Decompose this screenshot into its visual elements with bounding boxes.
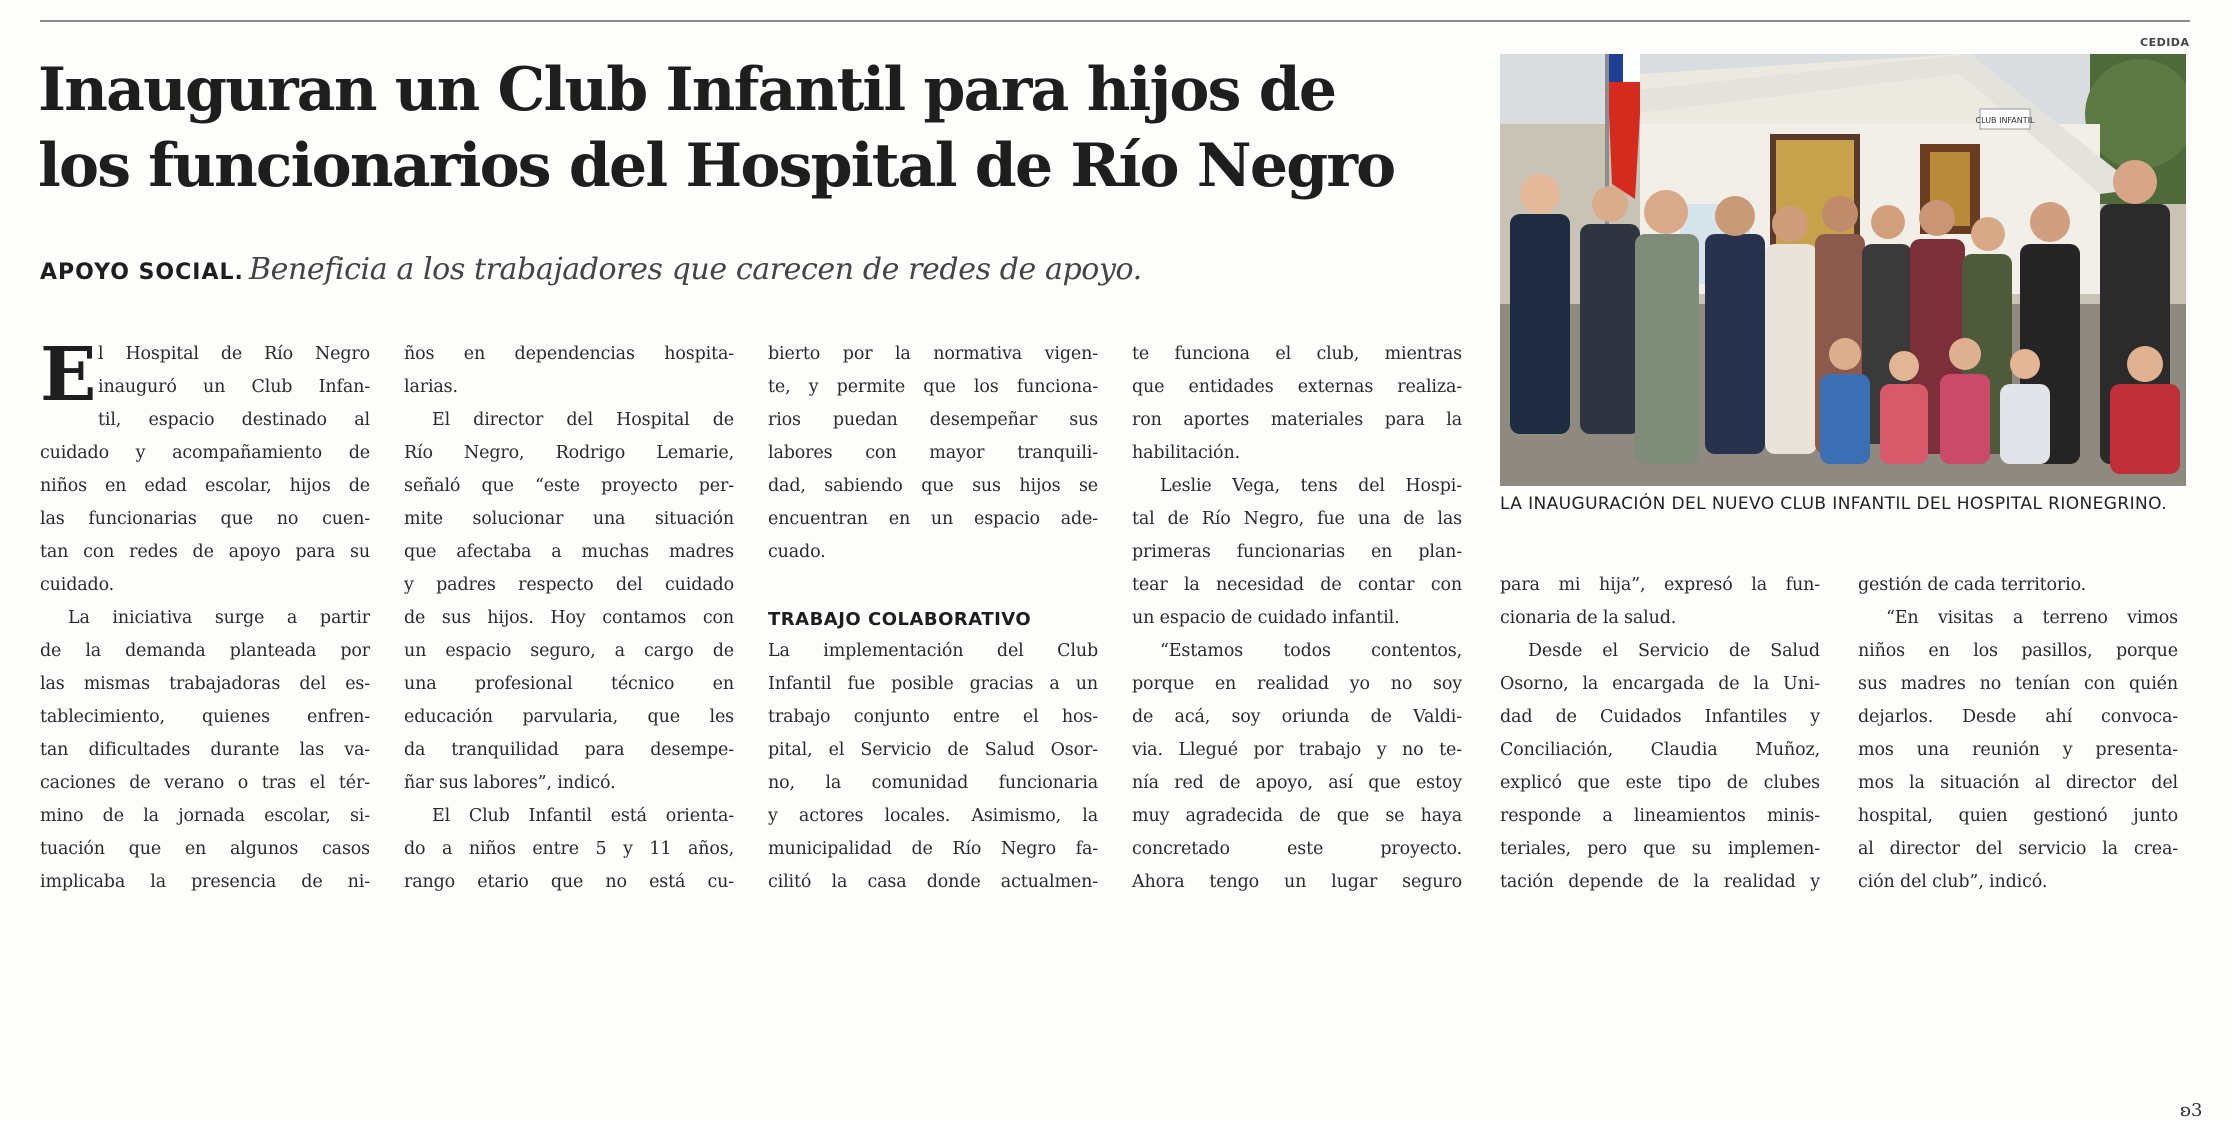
article-column-6 — [1858, 569, 2203, 1121]
text-line: rios puedan desempeñar sus — [768, 410, 1098, 430]
spacer — [768, 569, 1098, 602]
text-line: til, espacio destinado al — [98, 410, 370, 430]
text-line: niños en los pasillos, porque — [1858, 641, 2178, 661]
text-line: Osorno, la encargada de la Uni- — [1500, 674, 1820, 694]
text-line: mino de la jornada escolar, si- — [40, 806, 370, 826]
text-line: via. Llegué por trabajo y no te- — [1132, 740, 1462, 760]
text-line: Desde el Servicio de Salud — [1528, 641, 1820, 661]
paragraph-2 — [40, 602, 370, 899]
text-line: mos una reunión y presenta- — [1858, 740, 2178, 760]
text-line: municipalidad de Río Negro fa- — [768, 839, 1098, 859]
text-line: ños en dependencias hospita- — [404, 344, 734, 364]
text-line: da tranquilidad para desempe- — [404, 740, 734, 760]
text-line: tal de Río Negro, fue una de las — [1132, 509, 1462, 529]
text-line: El director del Hospital de — [432, 410, 734, 430]
top-rule — [40, 20, 2190, 22]
text-line: Infantil fue posible gracias a un — [768, 674, 1098, 694]
text-line: “En visitas a terreno vimos — [1886, 608, 2178, 628]
text-line: hospital, quien gestionó junto — [1858, 806, 2178, 826]
article-column-3 — [768, 338, 1098, 899]
text-line: primeras funcionarias en plan- — [1132, 542, 1462, 562]
text-line: niños en edad escolar, hijos de — [40, 476, 370, 496]
text-line: trabajo conjunto entre el hos- — [768, 707, 1098, 727]
text-line: larias. — [404, 377, 458, 397]
text-line: dad de Cuidados Infantiles y — [1500, 707, 1820, 727]
article-column-1 — [40, 332, 370, 899]
text-line: y actores locales. Asimismo, la — [768, 806, 1098, 826]
text-line: las funcionarias que no cuen- — [40, 509, 370, 529]
text-line: Ahora tengo un lugar seguro — [1132, 872, 1462, 892]
photo-caption: LA INAUGURACIÓN DEL NUEVO CLUB INFANTIL DEL HOSPITAL RIONEGRINO. — [1500, 494, 2168, 514]
text-line: cuidado y acompañamiento de — [40, 443, 370, 463]
paragraph — [404, 800, 734, 899]
text-line: concretado este proyecto. — [1132, 839, 1462, 859]
paragraph — [1858, 569, 2178, 602]
text-line: tuación que en algunos casos — [40, 839, 370, 859]
text-line: de la demanda planteada por — [40, 641, 370, 661]
text-line: un espacio de cuidado infantil. — [1132, 608, 1400, 628]
paragraph — [1858, 602, 2178, 899]
text-line: mite solucionar una situación — [404, 509, 734, 529]
text-line: ron aportes materiales para la — [1132, 410, 1462, 430]
text-line: Conciliación, Claudia Muñoz, — [1500, 740, 1820, 760]
text-line: La implementación del Club — [768, 641, 1098, 661]
text-line: para mi hija”, expresó la fun- — [1500, 575, 1820, 595]
inauguration-photo — [1500, 54, 2186, 486]
text-line: nía red de apoyo, así que estoy — [1132, 773, 1462, 793]
text-line: te funciona el club, mientras — [1132, 344, 1462, 364]
article-column-4 — [1132, 338, 1462, 899]
text-line: gestión de cada territorio. — [1858, 575, 2087, 595]
paragraph — [1132, 635, 1462, 899]
kicker: APOYO SOCIAL. — [40, 260, 244, 285]
text-line: tablecimiento, quienes enfren- — [40, 707, 370, 727]
article-column-5 — [1500, 569, 1820, 899]
paragraph — [1132, 338, 1462, 470]
text-line: al director del servicio la crea- — [1858, 839, 2178, 859]
text-line: do a niños entre 5 y 11 años, — [404, 839, 734, 859]
text-line: te, y permite que los funciona- — [768, 377, 1098, 397]
text-line: las mismas trabajadoras del es- — [40, 674, 370, 694]
text-line: “Estamos todos contentos, — [1160, 641, 1462, 661]
text-line: que afectaba a muchas madres — [404, 542, 734, 562]
text-line: dad, sabiendo que sus hijos se — [768, 476, 1098, 496]
drop-cap: E — [40, 332, 97, 418]
paragraph — [1132, 470, 1462, 635]
paragraph — [768, 338, 1098, 569]
text-line: teriales, pero que su implemen- — [1500, 839, 1820, 859]
text-line: porque en realidad yo no soy — [1132, 674, 1462, 694]
headline — [38, 52, 1478, 204]
text-line: tan dificultades durante las va- — [40, 740, 370, 760]
headline-line-1: Inauguran un Club Infantil para hijos de — [38, 55, 1336, 125]
text-line: caciones de verano o tras el tér- — [40, 773, 370, 793]
text-line: ñar sus labores”, indicó. — [404, 773, 616, 793]
text-line: que entidades externas realiza- — [1132, 377, 1462, 397]
headline-line-2: los funcionarios del Hospital de Río Negro — [38, 131, 1395, 201]
text-line: El Club Infantil está orienta- — [432, 806, 734, 826]
text-line: señaló que “este proyecto per- — [404, 476, 734, 496]
paragraph — [768, 635, 1098, 899]
text-line: cilitó la casa donde actualmen- — [768, 872, 1098, 892]
text-line: tear la necesidad de contar con — [1132, 575, 1462, 595]
text-line: tan con redes de apoyo para su — [40, 542, 370, 562]
text-line: un espacio seguro, a cargo de — [404, 641, 734, 661]
text-line: tación depende de la realidad y — [1500, 872, 1820, 892]
text-line: cuado. — [768, 542, 826, 562]
text-line: cuidado. — [40, 575, 115, 595]
article-column-2 — [404, 338, 734, 899]
text-line: cionaria de la salud. — [1500, 608, 1677, 628]
text-line: muy agradecida de que se haya — [1132, 806, 1462, 826]
text-line: l Hospital de Río Negro — [98, 344, 370, 364]
paragraph — [1500, 569, 1820, 635]
photo-illustration — [1500, 54, 2186, 486]
text-line: inauguró un Club Infan- — [98, 377, 370, 397]
end-mark-icon: ʚ3 — [2180, 1100, 2203, 1121]
text-line: bierto por la normativa vigen- — [768, 344, 1098, 364]
club-sign: CLUB INFANTIL — [1975, 116, 2035, 125]
text-line: pital, el Servicio de Salud Osor- — [768, 740, 1098, 760]
text-line: de sus hijos. Hoy contamos con — [404, 608, 734, 628]
text-line: mos la situación al director del — [1858, 773, 2178, 793]
text-line: dejarlos. Desde ahí convoca- — [1858, 707, 2178, 727]
text-line: de acá, soy oriunda de Valdi- — [1132, 707, 1462, 727]
text-line: labores con mayor tranquili- — [768, 443, 1098, 463]
paragraph — [404, 404, 734, 800]
text-line: y padres respecto del cuidado — [404, 575, 734, 595]
text-line: encuentran en un espacio ade- — [768, 509, 1098, 529]
paragraph — [1500, 635, 1820, 899]
text-line: La iniciativa surge a partir — [68, 608, 370, 628]
text-line: Río Negro, Rodrigo Lemarie, — [404, 443, 734, 463]
text-line: una profesional técnico en — [404, 674, 734, 694]
text-line: ción del club”, indicó. — [1858, 872, 2048, 892]
paragraph — [404, 338, 734, 404]
deck — [40, 252, 1142, 287]
text-line: habilitación. — [1132, 443, 1240, 463]
text-line: implicaba la presencia de ni- — [40, 872, 370, 892]
text-line: rango etario que no está cu- — [404, 872, 734, 892]
text-line: educación parvularia, que les — [404, 707, 734, 727]
text-line: responde a lineamientos minis- — [1500, 806, 1820, 826]
text-line: no, la comunidad funcionaria — [768, 773, 1098, 793]
photo-credit: CEDIDA — [2140, 36, 2190, 49]
text-line: Leslie Vega, tens del Hospi- — [1160, 476, 1462, 496]
summary: Beneficia a los trabajadores que carecen de redes de apoyo. — [248, 252, 1142, 287]
text-line: explicó que este tipo de clubes — [1500, 773, 1820, 793]
text-line: sus madres no tenían con quién — [1858, 674, 2178, 694]
subheading: TRABAJO COLABORATIVO — [768, 609, 1032, 630]
